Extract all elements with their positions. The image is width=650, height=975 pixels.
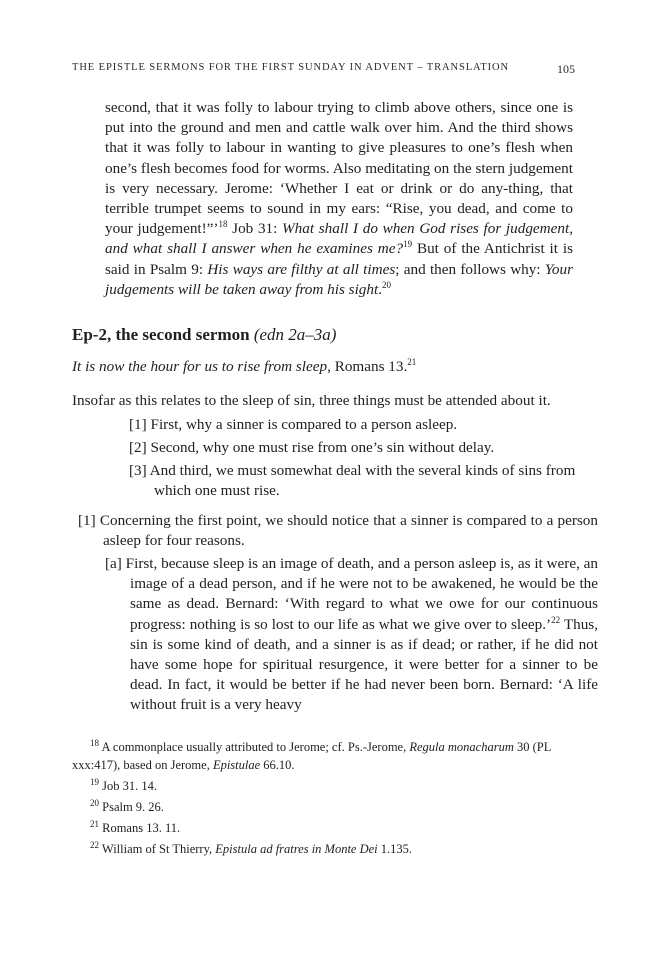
- text-run: 66.10.: [260, 758, 295, 772]
- text-run: second, that it was folly to labour trying to climb above others, since one is put into the ground and men and cattle walk over him. And the third shows that it was folly to labour in wanting to give pleasures to one’s flesh when one’s flesh becomes food for worms. Also meditating on the stern judgement is very necessary. Jerome: ‘Whether I eat or drink or do any-thing, that terrible trumpet seems to sound in my ears: “Rise, you dead, and come to your judgement!”’: [105, 99, 573, 238]
- footnote-21: [72, 819, 575, 837]
- heading-title: Ep-2, the second sermon: [72, 325, 250, 344]
- epigraph-ref: , Romans 13.: [327, 358, 408, 375]
- italic-quote: What shall I do when God rises for judgement, and what shall I answer when he examines me?: [105, 220, 573, 258]
- footnote-ref-18[interactable]: 18: [218, 219, 228, 230]
- italic-title: Epistula ad fratres in Monte Dei: [215, 842, 378, 856]
- text-run: Romans 13. 11.: [102, 821, 181, 835]
- italic-title: Regula monacharum: [409, 740, 514, 754]
- footnote-20: [72, 798, 575, 816]
- epigraph-quote: It is now the hour for us to rise from sleep: [72, 358, 328, 375]
- italic-quote: Your judgements will be taken away from his sight: [105, 260, 574, 298]
- footnote-number: 20: [90, 797, 99, 808]
- text-run: [a] First, because sleep is an image of death, and a person asleep is, as it were, an image of a dead person, and if he were not to be awakened, he would be the same as dead. Bernard: ‘With regard to what we owe for our continuous progress: nothing is so lost to our life as what we give over to sleep.’: [105, 555, 598, 633]
- text-run: A commonplace usually attributed to Jerome; cf. Ps.-Jerome,: [101, 740, 410, 754]
- body-paragraph-continued: [105, 98, 573, 300]
- footnote-number: 22: [90, 839, 99, 850]
- list-item: [3] And third, we must somewhat deal with the several kinds of sins from which one must rise.: [129, 462, 576, 500]
- epigraph: [72, 358, 416, 376]
- text-run: Job 31:: [227, 220, 283, 238]
- subpoint-paragraph: [105, 554, 598, 716]
- list-item: [2] Second, why one must rise from one’s sin without delay.: [129, 439, 495, 456]
- footnote-ref-20[interactable]: 20: [382, 279, 392, 290]
- list-item: [1] First, why a sinner is compared to a person asleep.: [129, 416, 458, 433]
- heading-edition-ref: (edn 2a–3a): [253, 325, 337, 344]
- italic-title: Epistulae: [212, 758, 261, 772]
- running-head: [72, 62, 575, 76]
- intro-paragraph: Insofar as this relates to the sleep of sin, three things must be attended about it.: [72, 392, 551, 409]
- text-run: Job 31. 14.: [102, 779, 157, 793]
- footnote-ref-22[interactable]: 22: [551, 614, 561, 625]
- footnote-19: [72, 777, 575, 795]
- text-run: 1.135.: [377, 842, 413, 856]
- text-run: ; and then follows why:: [395, 260, 545, 278]
- text-run: But of the Antichrist it is said in Psalm 9:: [105, 240, 574, 278]
- text-run: Thus, sin is some kind of death, and a sinner is as if dead; or rather, if he did not have some hope for spiritual resurgence, it were better for a sinner to be dead. In fact, it would be better if he had never been born. Bernard: ‘A life without fruit is a very heavy: [130, 615, 598, 714]
- footnote-18: [72, 738, 575, 774]
- footnote-ref-19[interactable]: 19: [403, 239, 413, 250]
- footnote-number: 21: [90, 818, 99, 829]
- text-run: 30 (PL xxx:417), based on Jerome,: [72, 740, 551, 772]
- text-run: .: [378, 280, 383, 298]
- footnote-ref-21[interactable]: 21: [407, 356, 417, 367]
- section-heading: [72, 325, 336, 345]
- text-run: William of St Thierry,: [101, 842, 216, 856]
- footnote-number: 18: [90, 737, 99, 748]
- page-number: 105: [557, 62, 575, 76]
- text-run: Psalm 9. 26.: [102, 800, 164, 814]
- point-paragraph: [1] Concerning the first point, we should notice that a sinner is compared to a person asleep for four reasons.: [78, 512, 598, 550]
- italic-quote: His ways are filthy at all times: [207, 260, 396, 278]
- footnotes: [72, 738, 575, 861]
- footnote-22: [72, 840, 575, 858]
- footnote-number: 19: [90, 776, 99, 787]
- running-title: THE EPISTLE SERMONS FOR THE FIRST SUNDAY IN ADVENT – TRANSLATION: [72, 62, 509, 73]
